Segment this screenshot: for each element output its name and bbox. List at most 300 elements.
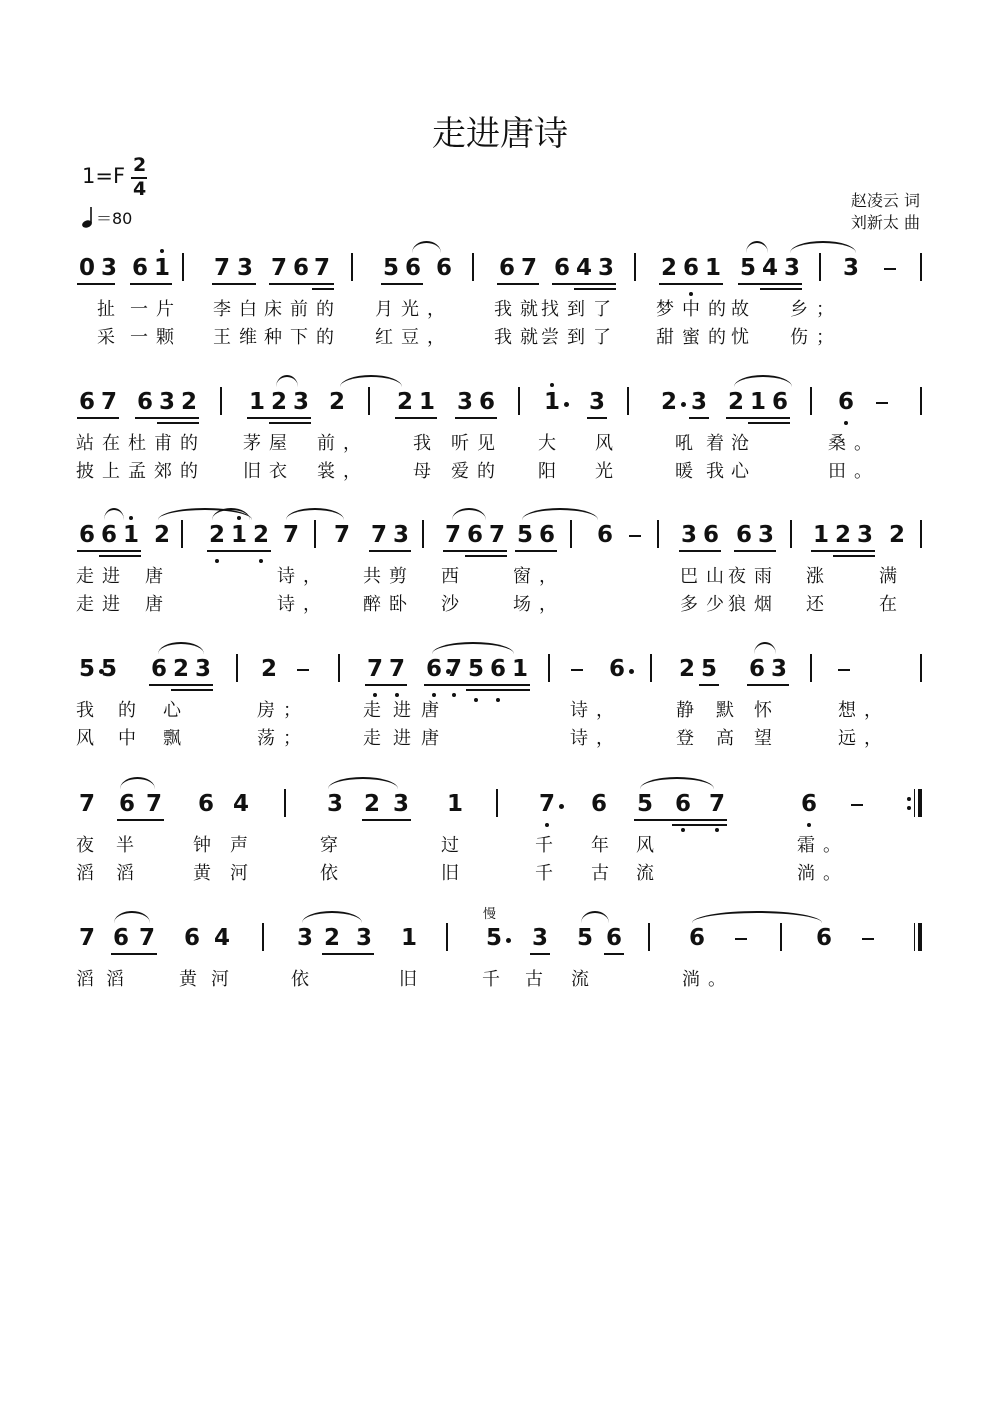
score-line-4 [0, 654, 1000, 788]
lyric-verse1: 声 [230, 835, 248, 856]
note-digit: 6 [425, 656, 442, 682]
note [575, 255, 593, 281]
note-digit: 5 [516, 522, 533, 548]
note-digit: 1 [153, 255, 170, 281]
note-digit: 1 [704, 255, 721, 281]
note-digit: 7 [366, 656, 383, 682]
octave-up-dot [129, 516, 133, 520]
note-digit: 2 [208, 522, 225, 548]
note-digit: 6 [682, 255, 699, 281]
note-digit: 4 [232, 791, 249, 817]
lyric-verse2: 阳 [538, 461, 556, 482]
note-digit: 1 [248, 389, 265, 415]
note-digit: 1 [446, 791, 463, 817]
beam-underline [699, 684, 719, 686]
lyric-verse1: 听见 [451, 433, 503, 454]
note-digit: 7 [708, 791, 725, 817]
note [588, 389, 606, 415]
barline [780, 923, 782, 951]
beam-underline [362, 819, 411, 821]
octave-down-dot [474, 698, 478, 702]
lyric-verse2: 依 [320, 863, 338, 884]
note [590, 791, 608, 817]
note [232, 791, 250, 817]
score-line-2 [0, 387, 1000, 521]
lyric-verse1: 沧 [731, 433, 749, 454]
lyric-verse2: 醉卧 [363, 594, 415, 615]
octave-down-dot [215, 559, 219, 563]
note-digit: 4 [761, 255, 778, 281]
sustain-dash [571, 669, 583, 671]
note-digit: 3 [100, 255, 117, 281]
lyric-verse2: 红豆， [375, 327, 453, 348]
note [538, 791, 556, 817]
note [531, 925, 549, 951]
note [660, 255, 678, 281]
note [131, 255, 149, 281]
note-digit: 5 [100, 656, 117, 682]
note [78, 522, 96, 548]
note-digit: 6 [404, 255, 421, 281]
augmentation-dot [559, 804, 564, 809]
note [400, 925, 418, 951]
barline [422, 520, 424, 548]
note [842, 255, 860, 281]
note [313, 255, 331, 281]
note [605, 925, 623, 951]
beam-underline [748, 422, 790, 424]
note-digit: 7 [282, 522, 299, 548]
note-digit: 6 [538, 522, 555, 548]
barline [518, 387, 520, 415]
beam-underline [99, 555, 141, 557]
lyric-verse1: 窗， [513, 566, 565, 587]
note [735, 522, 753, 548]
note-digit: 6 [735, 522, 752, 548]
octave-down-dot [545, 823, 549, 827]
note-digit: 3 [783, 255, 800, 281]
note [197, 791, 215, 817]
lyric-verse2: 裳， [317, 461, 369, 482]
note [678, 656, 696, 682]
note [122, 522, 140, 548]
note [516, 522, 534, 548]
note [660, 389, 678, 415]
song-title: 走进唐诗 [432, 114, 568, 154]
lyric-verse2: 甜蜜的 [656, 327, 734, 348]
note [208, 522, 226, 548]
note-digit: 7 [78, 791, 95, 817]
note [478, 389, 496, 415]
barline [314, 520, 316, 548]
note-digit: 2 [660, 255, 677, 281]
note [888, 522, 906, 548]
lyric-verse2: 千 [535, 863, 553, 884]
lyric-verse1: 我 [76, 700, 94, 721]
note-digit: 1 [749, 389, 766, 415]
beam-underline [455, 417, 497, 419]
note-digit: 7 [313, 255, 330, 281]
lyric-verse2: 风 [76, 728, 94, 749]
note [153, 255, 171, 281]
lyric-verse1: 月光， [375, 299, 453, 320]
note-digit: 5 [636, 791, 653, 817]
beam-underline [130, 283, 172, 285]
barline [220, 387, 222, 415]
lyric-verse2: 王维 [213, 327, 265, 348]
score-line-1 [0, 253, 1000, 387]
note [328, 389, 346, 415]
note-digit: 6 [292, 255, 309, 281]
note [292, 389, 310, 415]
note [78, 389, 96, 415]
note-digit: 7 [333, 522, 350, 548]
barline [262, 923, 264, 951]
note [511, 656, 529, 682]
note-digit: 7 [520, 255, 537, 281]
note [404, 255, 422, 281]
note [856, 522, 874, 548]
lyric-verse1: 霜。 [797, 835, 849, 856]
lyric-verse2: 登 [676, 728, 694, 749]
lyric-verse1: 怀 [754, 700, 772, 721]
note-digit: 7 [370, 522, 387, 548]
note-digit: 3 [531, 925, 548, 951]
note-digit: 7 [488, 522, 505, 548]
sustain-dash [838, 669, 850, 671]
lyric-verse2: 走进 [76, 594, 128, 615]
note [78, 925, 96, 951]
beam-underline [726, 417, 790, 419]
lyric-verse1: 千 [535, 835, 553, 856]
octave-down-dot [715, 828, 719, 832]
note [150, 656, 168, 682]
lyric-verse2: 唐 [145, 594, 163, 615]
note [236, 255, 254, 281]
final-barline-thick [918, 923, 922, 951]
note [194, 656, 212, 682]
note [576, 925, 594, 951]
beam-underline [312, 288, 334, 290]
lyric-verse1: 半 [116, 835, 134, 856]
barline [920, 520, 922, 548]
lyric-verse2: 种下的 [264, 327, 342, 348]
note-digit: 6 [118, 791, 135, 817]
lyric-verse2: 爱的 [451, 461, 503, 482]
note-digit: 6 [498, 255, 515, 281]
note-digit: 6 [131, 255, 148, 281]
lyric-verse1: 诗， [570, 700, 622, 721]
tempo-marking: 慢 [483, 907, 497, 922]
beam-underline [443, 550, 507, 552]
note [538, 522, 556, 548]
note-digit: 6 [197, 791, 214, 817]
augmentation-dot [506, 938, 511, 943]
note [702, 522, 720, 548]
beam-underline [679, 550, 721, 552]
note-digit: 3 [292, 389, 309, 415]
lyric-verse1: 古 [525, 969, 543, 990]
note-digit: 2 [180, 389, 197, 415]
note [727, 389, 745, 415]
beam-underline [365, 684, 407, 686]
lyric-verse1: 大 [538, 433, 556, 454]
note-digit: 6 [466, 522, 483, 548]
note-digit: 7 [445, 656, 462, 682]
note-digit: 2 [172, 656, 189, 682]
note [78, 656, 96, 682]
lyric-verse1: 默 [716, 700, 734, 721]
beam-underline [689, 417, 709, 419]
note [326, 791, 344, 817]
note-digit: 6 [608, 656, 625, 682]
lyric-verse1: 风 [595, 433, 613, 454]
note [748, 656, 766, 682]
lyric-verse1: 年 [591, 835, 609, 856]
barline [351, 253, 353, 281]
beam-underline [381, 283, 423, 285]
note-digit: 6 [478, 389, 495, 415]
note [333, 522, 351, 548]
lyric-verse1: 梦中的 [656, 299, 734, 320]
barline [236, 654, 238, 682]
lyric-verse1: 我就 [494, 299, 546, 320]
note-digit: 1 [812, 522, 829, 548]
lyric-verse1: 西 [441, 566, 459, 587]
beam-underline [738, 283, 802, 285]
beam-underline [760, 288, 802, 290]
lyric-verse2: 高 [716, 728, 734, 749]
sustain-dash [876, 402, 888, 404]
barline [496, 789, 498, 817]
lyric-verse2: 我 [706, 461, 724, 482]
note-digit: 6 [136, 389, 153, 415]
beam-underline [207, 550, 271, 552]
augmentation-dot [564, 402, 569, 407]
note-digit: 2 [678, 656, 695, 682]
lyric-verse1: 钟 [193, 835, 211, 856]
note [488, 522, 506, 548]
lyric-verse2: 滔 [76, 863, 94, 884]
lyric-verse2: 荡； [257, 728, 309, 749]
barline [790, 520, 792, 548]
note-digit: 2 [834, 522, 851, 548]
barline [181, 520, 183, 548]
lyric-verse1: 千 [482, 969, 500, 990]
lyric-verse1: 桑。 [828, 433, 880, 454]
note-digit: 2 [727, 389, 744, 415]
note-digit: 0 [78, 255, 95, 281]
note-digit: 3 [392, 791, 409, 817]
lyric-verse1: 吼 [675, 433, 693, 454]
lyric-verse1: 滔 [106, 969, 124, 990]
lyric-verse2: 场， [513, 594, 565, 615]
note-digit: 5 [467, 656, 484, 682]
barline [819, 253, 821, 281]
lyric-verse2: 母 [413, 461, 431, 482]
lyric-verse2: 我就 [494, 327, 546, 348]
beam-underline [117, 819, 164, 821]
note-digit: 7 [100, 389, 117, 415]
beam-underline [515, 550, 557, 552]
note [396, 389, 414, 415]
note [446, 791, 464, 817]
octave-down-dot [681, 828, 685, 832]
augmentation-dot [629, 669, 634, 674]
lyric-verse2: 光 [595, 461, 613, 482]
note-digit: 5 [485, 925, 502, 951]
lyric-verse1: 房； [257, 700, 309, 721]
beam-underline [77, 283, 115, 285]
repeat-dot [907, 797, 911, 801]
note-digit: 7 [444, 522, 461, 548]
repeat-dot [907, 806, 911, 810]
beam-underline [747, 684, 789, 686]
note-digit: 5 [382, 255, 399, 281]
lyric-verse1: 夜雨 [728, 566, 780, 587]
note [688, 925, 706, 951]
lyric-verse1: 旧 [399, 969, 417, 990]
note [674, 791, 692, 817]
beam-underline [811, 550, 875, 552]
note-digit: 3 [326, 791, 343, 817]
note [292, 255, 310, 281]
note-digit: 5 [739, 255, 756, 281]
sustain-dash [629, 535, 641, 537]
lyric-verse1: 床前的 [264, 299, 342, 320]
barline [472, 253, 474, 281]
note [78, 255, 96, 281]
lyric-verse2: 远， [838, 728, 890, 749]
note [690, 389, 708, 415]
note-digit: 3 [842, 255, 859, 281]
score-line-3 [0, 520, 1000, 654]
note [158, 389, 176, 415]
barline [650, 654, 652, 682]
note-digit: 3 [392, 522, 409, 548]
note-digit: 3 [194, 656, 211, 682]
barline [627, 387, 629, 415]
lyric-verse1: 一片 [130, 299, 182, 320]
note-digit: 1 [230, 522, 247, 548]
note [682, 255, 700, 281]
lyric-verse1: 涨 [806, 566, 824, 587]
note-digit: 6 [489, 656, 506, 682]
note [180, 389, 198, 415]
note-digit: 6 [748, 656, 765, 682]
note [388, 656, 406, 682]
lyric-verse1: 滔 [76, 969, 94, 990]
lyric-verse2: 诗， [277, 594, 329, 615]
lyric-verse2: 心 [731, 461, 749, 482]
beam-underline [734, 550, 776, 552]
barline [920, 387, 922, 415]
lyric-verse2: 尝到了 [541, 327, 619, 348]
note [800, 791, 818, 817]
lyric-verse1: 满 [879, 566, 897, 587]
beam-underline [369, 550, 411, 552]
lyric-verse2: 忧 [731, 327, 749, 348]
note-digit: 7 [538, 791, 555, 817]
note [771, 389, 789, 415]
lyric-verse2: 孟郊的 [128, 461, 206, 482]
beam-underline [247, 417, 311, 419]
lyric-verse1: 走进 [76, 566, 128, 587]
lyric-verse1: 站在 [76, 433, 128, 454]
note-digit: 6 [100, 522, 117, 548]
lyric-verse1: 前， [317, 433, 369, 454]
note [230, 522, 248, 548]
octave-down-dot [844, 421, 848, 425]
note-digit: 6 [150, 656, 167, 682]
note-digit: 3 [296, 925, 313, 951]
note-digit: 6 [702, 522, 719, 548]
lyric-verse1: 找到了 [541, 299, 619, 320]
note [270, 255, 288, 281]
score-line-6 [0, 907, 1000, 1057]
barline [570, 520, 572, 548]
lyric-verse1: 过 [441, 835, 459, 856]
lyric-verse2: 河 [230, 863, 248, 884]
note-digit: 2 [660, 389, 677, 415]
lyric-verse1: 心 [163, 700, 181, 721]
slur [790, 241, 856, 253]
lyric-verse2: 沙 [441, 594, 459, 615]
note-digit: 2 [270, 389, 287, 415]
note [392, 522, 410, 548]
note-digit: 6 [78, 389, 95, 415]
barline [284, 789, 286, 817]
beam-underline [552, 283, 616, 285]
note [370, 522, 388, 548]
slur [746, 241, 768, 253]
lyric-verse2: 田。 [828, 461, 880, 482]
beam-underline [833, 555, 875, 557]
note-digit: 6 [674, 791, 691, 817]
beam-underline [77, 550, 141, 552]
note [466, 522, 484, 548]
lyric-verse2: 披上 [76, 461, 128, 482]
note [213, 925, 231, 951]
note-digit: 3 [597, 255, 614, 281]
note [815, 925, 833, 951]
note-digit: 6 [605, 925, 622, 951]
note [172, 656, 190, 682]
note [363, 791, 381, 817]
lyric-verse2: 淌。 [797, 863, 849, 884]
note [596, 522, 614, 548]
lyric-verse1: 想， [838, 700, 890, 721]
note [100, 389, 118, 415]
note [700, 656, 718, 682]
lyric-verse2: 还 [806, 594, 824, 615]
beam-underline [322, 953, 374, 955]
note-digit: 6 [78, 522, 95, 548]
barline [338, 654, 340, 682]
barline [648, 923, 650, 951]
lyric-verse1: 的 [118, 700, 136, 721]
note [366, 656, 384, 682]
beam-underline [395, 417, 437, 419]
note-digit: 6 [183, 925, 200, 951]
lyric-verse2: 滔 [116, 863, 134, 884]
note [100, 656, 118, 682]
lyric-verse1: 流 [571, 969, 589, 990]
octave-down-dot [496, 698, 500, 702]
lyric-verse2: 飘 [163, 728, 181, 749]
note [445, 656, 463, 682]
lyric-verse1: 茅屋 [243, 433, 295, 454]
